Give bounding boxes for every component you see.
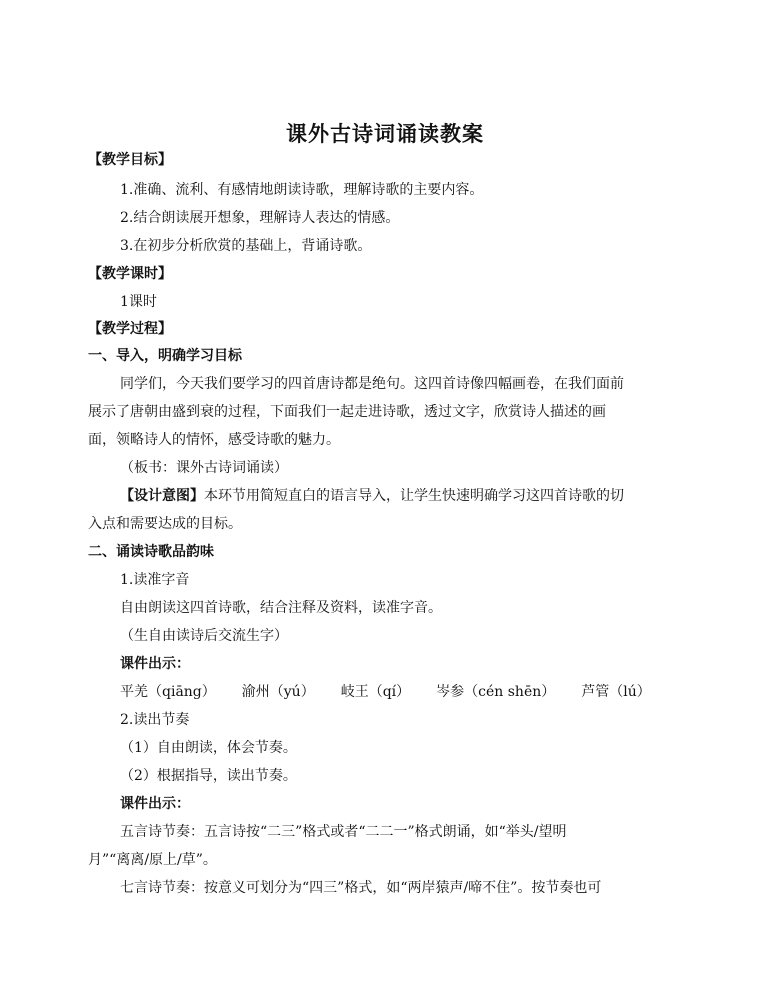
goal-item: 3.在初步分析欣赏的基础上，背诵诗歌。 (120, 238, 372, 254)
pinyin-item: 岑参（cén shēn） (436, 684, 556, 700)
design-intent-line (120, 486, 690, 506)
seven-char-rhythm-line: 七言诗节奏：按意义可划分为“四三”格式，如“两岸猿声/啼不住”。按节奏也可 (120, 880, 602, 896)
step2-heading: 二、诵读诗歌品韵味 (88, 544, 214, 560)
sub1-note: （生自由读诗后交流生字） (120, 628, 288, 644)
courseware-label: 课件出示： (120, 796, 190, 812)
section-teaching-goals: 【教学目标】 (88, 152, 172, 168)
pinyin-item: 渝州（yú） (241, 684, 315, 700)
five-char-rhythm-line: 五言诗节奏：五言诗按“二三”格式或者“二二一”格式朗诵，如“举头/望明 (120, 824, 567, 840)
step1-paragraph-line: 面，领略诗人的情怀，感受诗歌的魅力。 (88, 432, 340, 448)
section-teaching-process: 【教学过程】 (88, 321, 172, 337)
document-title: 课外古诗词诵读教案 (286, 121, 484, 146)
step1-paragraph-line: 同学们，今天我们要学习的四首唐诗都是绝句。这四首诗像四幅画卷，在我们面前 (120, 376, 624, 392)
sub1-text: 自由朗读这四首诗歌，结合注释及资料，读准字音。 (120, 600, 442, 616)
pinyin-item: 芦管（lú） (581, 684, 651, 700)
design-intent-text-cont: 入点和需要达成的目标。 (88, 516, 242, 532)
board-note: （板书：课外古诗词诵读） (120, 460, 288, 476)
hours-text: 1课时 (120, 294, 157, 310)
five-char-rhythm-line: 月”“离离/原上/草”。 (88, 852, 217, 868)
courseware-label: 课件出示： (120, 656, 190, 672)
goal-item: 1.准确、流利、有感情地朗读诗歌，理解诗歌的主要内容。 (120, 182, 484, 198)
design-intent-label: 【设计意图】 (120, 488, 204, 504)
step1-paragraph-line: 展示了唐朝由盛到衰的过程，下面我们一起走进诗歌，透过文字，欣赏诗人描述的画 (88, 404, 606, 420)
section-teaching-hours: 【教学课时】 (88, 266, 172, 282)
goal-item: 2.结合朗读展开想象，理解诗人表达的情感。 (120, 210, 400, 226)
pinyin-item: 平羌（qiāng） (120, 684, 216, 700)
sub1-heading: 1.读准字音 (120, 572, 190, 588)
sub2-item: （1）自由朗读，体会节奏。 (120, 740, 297, 756)
pinyin-item: 岐王（qí） (340, 684, 411, 700)
sub2-item: （2）根据指导，读出节奏。 (120, 768, 297, 784)
design-intent-text: 本环节用简短直白的语言导入，让学生快速明确学习这四首诗歌的切 (204, 488, 624, 504)
sub2-heading: 2.读出节奏 (120, 712, 190, 728)
pinyin-list (120, 682, 690, 702)
step1-heading: 一、导入，明确学习目标 (88, 348, 242, 364)
